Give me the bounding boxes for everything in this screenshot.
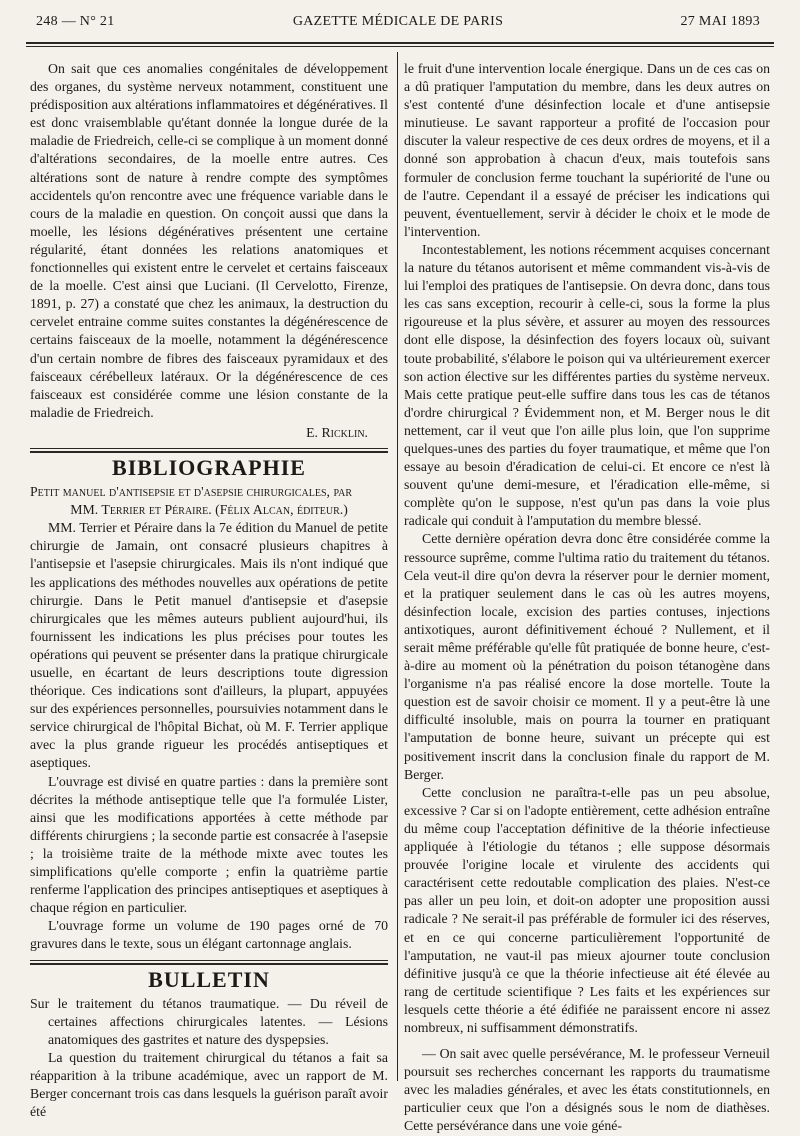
bulletin-paragraph: La question du traitement chirurgical du tétanos a fait sa réapparition à la tribune académique, avec un rapport de M. Berger concernant trois cas dans lesquels la guérison paraît avoir été [30,1049,388,1120]
page-number: 248 — N° 21 [36,14,115,29]
left-column [30,60,388,1121]
book-reference-line-1: Petit manuel d'antisepsie et d'asepsie chirurgicales, par [30,484,352,500]
header-rule [26,42,774,44]
issue-date: 27 MAI 1893 [680,14,760,29]
article-paragraph: On sait que ces anomalies congénitales de développement des organes, du système nerveux notamment, constituent une prédisposition aux altérations inflammatoires et dégénératives. Il est donc vraisemblable qu'étant donnée la longue durée de la maladie de Friedreich, celle-ci se complique à un moment donné d'altérations secondaires, de la moelle entre autres. Ces altérations sont de nature à rendre compte des symptômes accidentels qu'on rencontre avec une fréquence variable dans le cours de la maladie en question. On conçoit aussi que dans la moelle, les lésions dégénératives présentent une certaine régularité, étant données les relations anatomiques et fonctionnelles qui existent entre le cervelet et certains faisceaux de la moelle. C'est ainsi que Luciani. (Il Cervelotto, Firenze, 1891, p. 27) a constaté que chez les animaux, la destruction du cervelet entraine comme suites constantes la dégénérescence de certains faisceaux de la moelle, notamment la dégénérescence d'un certain nombre de fibres des faisceaux pyramidaux et des faisceaux cérébelleux latéraux. Or la dégénérescence de ces faisceaux est considérée comme une lésion constante de la maladie de Friedreich. [30,61,388,420]
book-reference-line-2: MM. Terrier et Péraire. (Félix Alcan, éditeur.) [70,502,348,518]
book-reference [30,483,388,519]
section-rule [30,448,388,449]
review-paragraph: L'ouvrage est divisé en quatre parties : dans la première sont décrites la méthode antiseptique telle que l'a formulée Lister, ainsi que les modifications apportées à cette méthode par différents chirurgiens ; la seconde partie est consacrée à l'asepsie ; la troisième traite de la méthode mixte avec toutes les simplifications qu'elle comporte ; enfin la quatrième partie renferme l'application des principes antiseptiques et aseptiques à chaque région en particulier. [30,773,388,916]
section-rule [30,960,388,961]
bulletin-paragraph: Cette conclusion ne paraîtra-t-elle pas un peu absolue, excessive ? Car si on l'adopte entièrement, cette adhésion entraîne du même coup l'acceptation définitive de la théorie infectieuse appliquée à l'étiologie du tétanos ; elle suppose désormais prouvée l'origine locale et virulente des accidents qui caractérisent cette redoutable complication des plaies. N'est-ce pas aller un peu loin, et doit-on adopter une proposition aussi radicale ? Ne serait-il pas préférable de formuler ici des réserves, et en ce qui concerne particulièrement l'opportunité de l'amputation, ne vaut-il pas mieux ajourner toute conclusion définitive jusqu'à ce que la théorie infectieuse ait été élevée au rang de certitude scientifique ? Les faits et les expériences sur lesquels cette théorie a été édifiée ne paraissent encore ni assez nombreux, ni suffisamment démonstratifs. [404,784,770,1035]
section-rule-double [30,963,388,965]
journal-title: GAZETTE MÉDICALE DE PARIS [292,14,504,29]
bulletin-paragraph: Incontestablement, les notions récemment acquises concernant la nature du tétanos autorisent et même commandent vis-à-vis de lui l'emploi des pratiques de l'antisepsie. On devra donc, dans tous les cas sans exception, recourir à celle-ci, sous la forme la plus rigoureuse et la plus sévère, et assurer au moyen des ressources dont elle dispose, la désinfection des foyers locaux où, suivant toute probabilité, s'élabore le poison qui va ultérieurement exercer son action élective sur les différentes parties du système nerveux. Mais cette pratique peut-elle suffire dans tous les cas de tétanos d'ordre chirurgical ? Évidemment non, et M. Berger nous le dit nettement, car il veut que l'on aille plus loin, que l'on supprime quelques-unes des parties du foyer traumatique, et même que l'on essaye au besoin d'éradication de celui-ci. Et encore ce n'est là souvent qu'une demi-mesure, et l'éradication elle-même, si complète qu'on le suppose, n'est qu'un pas dans la voie plus radicale qui conduit à l'amputation du membre blessé. [404,241,770,529]
review-paragraph: L'ouvrage forme un volume de 190 pages orné de 70 gravures dans le texte, sous un élégant cartonnage anglais. [30,918,388,952]
column-divider [397,52,398,1081]
running-header [36,14,760,36]
section-rule-double [30,451,388,453]
bulletin-paragraph: — On sait avec quelle persévérance, M. le professeur Verneuil poursuit ses recherches concernant les rapports du traumatisme avec les maladies générales, et avec les états constitutionnels, en particulier ceux que l'on a désignés sous le nom de diathèses. Cette persévérance dans une voie géné- [404,1046,770,1134]
section-title-bulletin: BULLETIN [148,966,270,992]
bulletin-paragraph: Cette dernière opération devra donc être considérée comme la ressource suprême, comme l'ultima ratio du traitement du tétanos. Cela veut-il dire qu'on devra la réserver pour le dernier moment, et la pratiquer seulement dans le cas où les autres moyens, désinfection locale, excision des parties contuses, injections antixotiques, auront définitivement échoué ? Nullement, et il serait même préférable qu'elle fût pratiquée de bonne heure, c'est-à-dire au moment où la pénétration du poison tétanogène dans l'organisme n'a pas réalisé encore la dose mortelle. Toute la question est de savoir choisir ce moment. Il y a peut-être là une difficulté insoluble, mais on pourra la tourner en pratiquant l'amputation de bonne heure, suivant un précepte qui est positivement inscrit dans la conclusion finale du rapport de M. Berger. [404,531,770,782]
author-signature: E. Ricklin. [306,424,368,440]
review-paragraph: MM. Terrier et Péraire dans la 7e édition du Manuel de petite chirurgie de Jamain, ont consacré plusieurs chapitres à l'antisepsie et l'asepsie chirurgicales. Mais ils n'ont indiqué que les applications des méthodes nouvelles aux opérations de petite chirurgie. Dans le Petit manuel d'antisepsie et d'asepsie chirurgicales que les mêmes auteurs publient aujourd'hui, ils fournissent les indications les plus précises pour toutes les opérations qui peuvent se présenter dans la pratique chirurgicale usuelle, en écartant de leurs descriptions toute digression théorique. Ces indications sont d'ailleurs, la plupart, appuyées sur des expériences personnelles, poursuivies notamment dans le service chirurgical de l'hôpital Bichat, où M. F. Terrier applique avec la plus grande rigueur les procédés antiseptiques et aseptiques. [30,520,388,771]
section-title-bibliographie: BIBLIOGRAPHIE [112,454,306,480]
right-column [404,60,770,1136]
bulletin-summary: Sur le traitement du tétanos traumatique. — Du réveil de certaines affections chirurgicales latentes. — Lésions anatomiques des gastrites et nature des dyspepsies. [30,995,388,1047]
bulletin-paragraph: le fruit d'une intervention locale énergique. Dans un de ces cas on a dû pratiquer l'amputation du membre, dans les deux autres on s'est contenté d'une désinfection locale et d'une antisepsie minutieuse. Le savant rapporteur a profité de l'occasion pour discuter la valeur respective de ces deux ordres de moyens, et il a donné son approbation à chacun d'eux, mais toutefois sans formuler de conclusion ferme touchant la supériorité de l'une ou de l'autre. Cependant il a essayé de préciser les indications qui peuvent, éventuellement, servir à décider le choix et le mode de l'intervention. [404,61,770,239]
header-rule-thin [26,46,774,47]
